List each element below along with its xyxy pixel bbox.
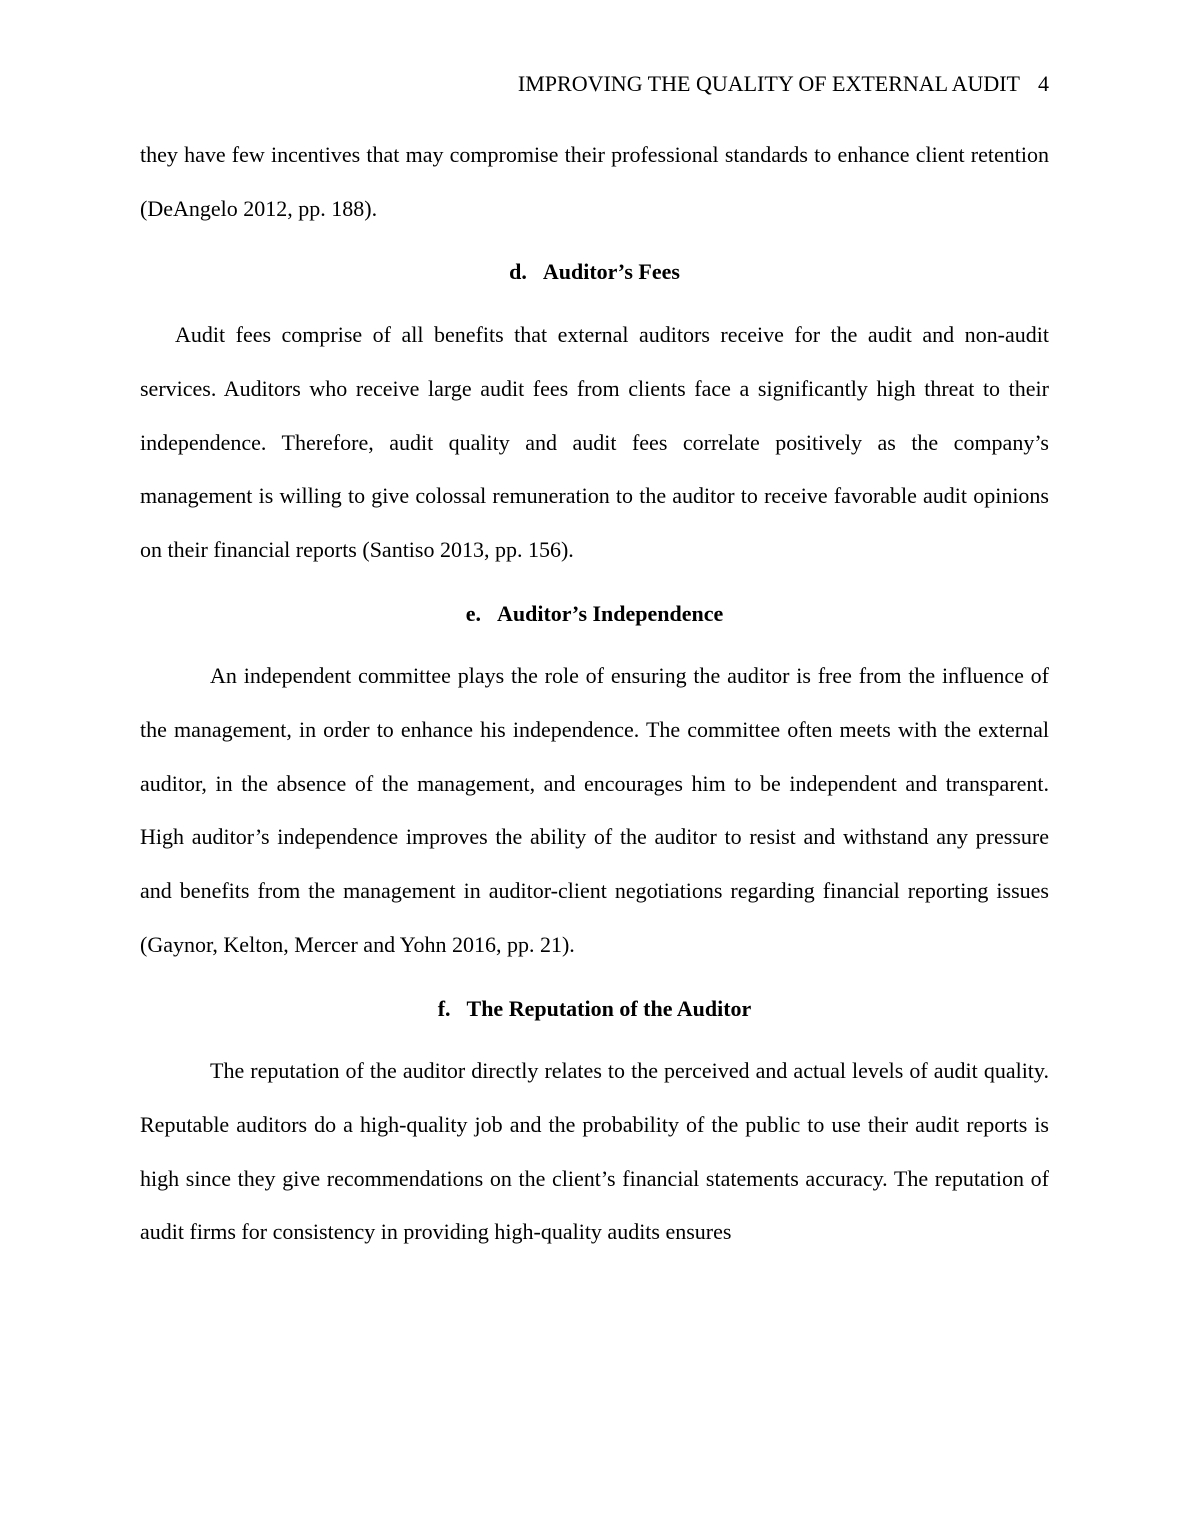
heading-auditors-independence: [140, 577, 1049, 650]
paragraph-continuation: they have few incentives that may compromise their professional standards to enhance client retention (DeAngelo 2012, pp. 188).: [140, 142, 1049, 221]
heading-reputation-of-auditor: [140, 972, 1049, 1045]
running-head: [140, 68, 1049, 100]
heading-auditors-fees: [140, 235, 1049, 308]
paragraph-reputation: The reputation of the auditor directly relates to the perceived and actual levels of audit quality. Reputable auditors do a high-quality job and the probability of the public to use their audit reports is high since they give recommendations on the client’s financial statements accuracy. The reputation of audit firms for consistency in providing high-quality audits ensures: [140, 1058, 1049, 1245]
heading-title: The Reputation of the Auditor: [466, 995, 752, 1021]
heading-title: Auditor’s Independence: [496, 600, 724, 626]
heading-marker: f.: [437, 995, 451, 1021]
paragraph-audit-fees: Audit fees comprise of all benefits that external auditors receive for the audit and non-audit services. Auditors who receive large audit fees from clients face a significantly high threat to their independence. Therefore, audit quality and audit fees correlate positively as the company’s management is willing to give colossal remuneration to the auditor to receive favorable audit opinions on their financial reports (Santiso 2013, pp. 156).: [140, 322, 1049, 562]
running-head-title: IMPROVING THE QUALITY OF EXTERNAL AUDIT: [517, 71, 1020, 96]
page-number: 4: [1038, 71, 1049, 96]
heading-marker: e.: [465, 600, 481, 626]
heading-title: Auditor’s Fees: [542, 259, 680, 285]
paragraph-independence: An independent committee plays the role of ensuring the auditor is free from the influence of the management, in order to enhance his independence. The committee often meets with the external auditor, in the absence of the management, and encourages him to be independent and transparent. High auditor’s independence improves the ability of the auditor to resist and withstand any pressure and benefits from the management in auditor-client negotiations regarding financial reporting issues (Gaynor, Kelton, Mercer and Yohn 2016, pp. 21).: [140, 663, 1049, 957]
heading-marker: d.: [509, 259, 527, 285]
body-text: [140, 128, 1049, 1259]
